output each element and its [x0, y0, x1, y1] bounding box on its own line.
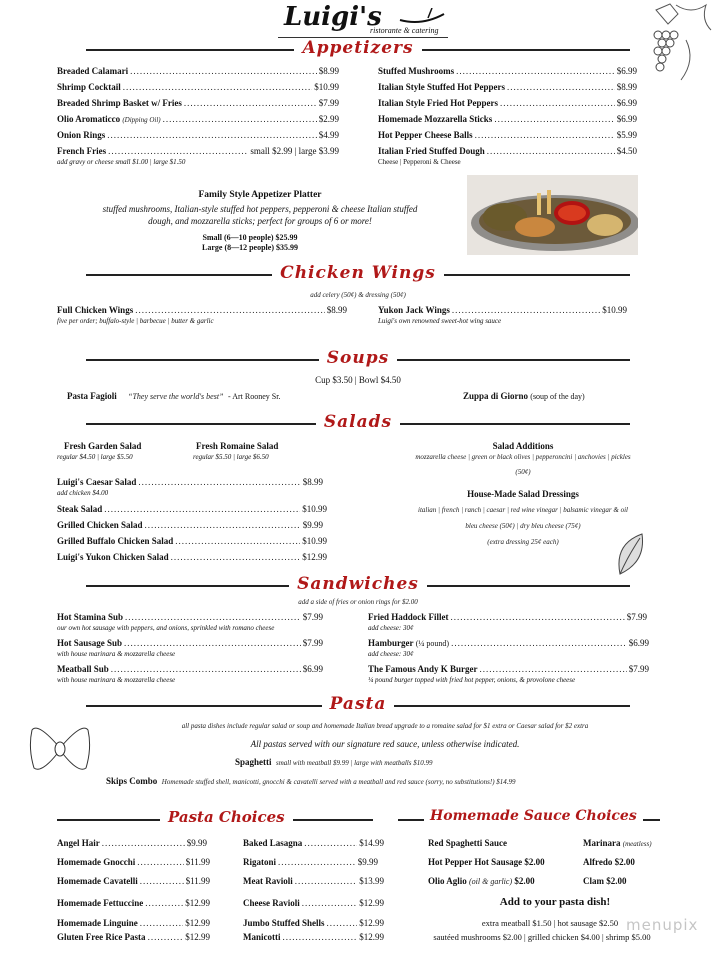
sauce-item: Marinara (meatless): [583, 838, 652, 848]
soups-heading: [0, 348, 716, 370]
menu-item: Italian Fried Stuffed Dough ..... $4.50: [378, 146, 637, 160]
menu-item: Grilled Chicken Salad ..... $9.99: [57, 520, 323, 534]
wings-note: add celery (50¢) & dressing (50¢): [310, 291, 406, 299]
pasta-note: All pastas served with our signature red sauce, unless otherwise indicated.: [250, 739, 520, 749]
menu-item: Jumbo Stuffed Shells ..... $12.99: [243, 918, 384, 932]
soup-fagioli: Pasta Fagioli “They serve the world's best” - Art Rooney Sr.: [67, 391, 281, 401]
item-subtext: with house marinara & mozzarella cheese: [57, 650, 176, 658]
menu-item: Italian Style Fried Hot Peppers ..... $6.99: [378, 98, 637, 112]
item-subtext: Luigi's own renowned sweet-hot wing sauce: [378, 317, 502, 325]
soups-title: Soups: [319, 348, 397, 368]
pasta-heading: [0, 694, 716, 716]
spaghetti-item: Spaghetti small with meatball $9.99 | large with meatballs $10.99: [235, 757, 433, 767]
item-subtext: our own hot sausage with peppers, and onions, sprinkled with romano cheese: [57, 624, 275, 632]
menu-item: Onion Rings ..... $4.99: [57, 130, 339, 144]
additions-list: mozzarella cheese | green or black olives | pepperoncini | anchovies | pickles: [415, 453, 631, 461]
menu-item: Hot Stamina Sub ..... $7.99: [57, 612, 323, 626]
logo-tagline: ristorante & catering: [370, 26, 439, 35]
logo: [278, 4, 448, 38]
salad-romaine: Fresh Romaine Salad: [196, 441, 279, 451]
dressings-list: bleu cheese (50¢) | dry bleu cheese (75¢): [465, 522, 581, 530]
salad-garden: Fresh Garden Salad: [64, 441, 142, 451]
platter-title: Family Style Appetizer Platter: [198, 190, 322, 200]
watermark: menupix: [626, 916, 699, 934]
sandwiches-heading: [0, 574, 716, 596]
menu-item: Gluten Free Rice Pasta ..... $12.99: [57, 932, 210, 946]
menu-item: Steak Salad ..... $10.99: [57, 504, 327, 518]
appetizers-title: Appetizers: [294, 38, 421, 58]
wings-title: Chicken Wings: [272, 263, 444, 283]
platter-desc: dough, and mozzarella sticks; perfect for groups of 6 or more!: [148, 216, 372, 226]
menu-item: Italian Style Stuffed Hot Peppers ..... $8.99: [378, 82, 637, 96]
menu-item: Baked Lasagna ..... $14.99: [243, 838, 384, 852]
sauce-item: Olio Aglio (oil & garlic) $2.00: [428, 876, 535, 886]
soup-zuppa: Zuppa di Giorno (soup of the day): [463, 391, 585, 401]
menu-item: Meat Ravioli ..... $13.99: [243, 876, 384, 890]
menu-item: Olio Aromaticco (Dipping Oil) ..... $2.99: [57, 114, 339, 128]
dressings-list: (extra dressing 25¢ each): [487, 538, 559, 546]
add-to-pasta-title: Add to your pasta dish!: [499, 896, 611, 908]
bowtie-pasta-icon: [28, 718, 92, 780]
item-subtext: add cheese: 30¢: [368, 624, 414, 632]
menu-item: Stuffed Mushrooms ..... $6.99: [378, 66, 637, 80]
sandwiches-title: Sandwiches: [289, 574, 427, 594]
sauce-item: Clam $2.00: [583, 876, 627, 886]
menu-item: Breaded Calamari ..... $8.99: [57, 66, 339, 80]
item-subtext: regular $4.50 | large $5.50: [57, 453, 133, 461]
menu-item: Breaded Shrimp Basket w/ Fries ..... $7.99: [57, 98, 339, 112]
menu-item: Homemade Cavatelli ..... $11.99: [57, 876, 210, 890]
menu-item: Cheese Ravioli ..... $12.99: [243, 898, 384, 912]
pasta-choices-title: Pasta Choices: [160, 808, 293, 826]
item-subtext: with house marinara & mozzarella cheese: [57, 676, 176, 684]
additions-title: Salad Additions: [492, 441, 554, 451]
add-to-pasta-list: extra meatball $1.50 | hot sausage $2.50: [481, 918, 619, 928]
platter-small: Small (6—10 people) $25.99: [202, 233, 298, 242]
menu-item: The Famous Andy K Burger ..... $7.99: [368, 664, 649, 678]
menu-item: Luigi's Caesar Salad ..... $8.99: [57, 477, 323, 491]
platter-large: Large (8—12 people) $35.99: [202, 243, 298, 252]
sauce-item: Red Spaghetti Sauce: [428, 838, 508, 848]
sandwiches-note: add a side of fries or onion rings for $2.00: [298, 598, 418, 606]
item-subtext: add chicken $4.00: [57, 489, 109, 497]
menu-item: Yukon Jack Wings ..... $10.99: [378, 305, 627, 319]
gondola-icon: [398, 8, 446, 24]
platter-photo: [467, 175, 638, 255]
menu-item: Fried Haddock Fillet ..... $7.99: [368, 612, 647, 626]
salads-heading: [0, 412, 716, 434]
sauce-choices-title: Homemade Sauce Choices: [424, 808, 643, 824]
menu-item: Hamburger (¼ pound) ..... $6.99: [368, 638, 649, 652]
wings-heading: [0, 263, 716, 285]
menu-item: Manicotti ..... $12.99: [243, 932, 384, 946]
skips-combo-item: Skips Combo Homemade stuffed shell, manicotti, gnocchi & cavatelli served with a meatball and red sauce (sorry, no substitutions!) $14.99: [106, 776, 516, 786]
item-subtext: add gravy or cheese small $1.00 | large $1.50: [57, 158, 186, 166]
soup-prices: Cup $3.50 | Bowl $4.50: [315, 375, 401, 385]
menu-item: Homemade Gnocchi ..... $11.99: [57, 857, 210, 871]
item-subtext: add cheese: 30¢: [368, 650, 414, 658]
menu-item: Homemade Linguine ..... $12.99: [57, 918, 210, 932]
sauce-item: Alfredo $2.00: [583, 857, 635, 867]
salads-title: Salads: [316, 412, 400, 432]
dressings-title: House-Made Salad Dressings: [467, 489, 579, 499]
menu-item: Full Chicken Wings ..... $8.99: [57, 305, 347, 319]
item-subtext: regular $5.50 | large $6.50: [193, 453, 269, 461]
sauce-item: Hot Pepper Hot Sausage $2.00: [428, 857, 545, 867]
logo-text: Luigi's: [284, 2, 382, 32]
menu-item: Hot Sausage Sub ..... $7.99: [57, 638, 323, 652]
pasta-note: all pasta dishes include regular salad or soup and homemade Italian bread upgrade to a romaine salad for $1 extra or Caesar salad for $2 extra: [181, 722, 589, 730]
leaf-icon: [612, 532, 648, 580]
add-to-pasta-list: sautéed mushrooms $2.00 | grilled chicken $4.00 | shrimp $5.00: [433, 932, 651, 942]
additions-price: (50¢): [515, 468, 531, 476]
appetizers-heading: [0, 38, 716, 60]
menu-item: French Fries ..... small $2.99 | large $3.99: [57, 146, 339, 160]
menu-item: Hot Pepper Cheese Balls ..... $5.99: [378, 130, 637, 144]
pasta-title: Pasta: [322, 694, 395, 714]
menu-item: Meatball Sub ..... $6.99: [57, 664, 323, 678]
menu-item: Angel Hair ..... $9.99: [57, 838, 207, 852]
item-subtext: ¼ pound burger topped with fried hot pepper, onions, & provolone cheese: [368, 676, 576, 684]
platter-desc: stuffed mushrooms, Italian-style stuffed hot peppers, pepperoni & cheese Italian stuffed: [102, 204, 418, 214]
item-subtext: five per order; buffalo-style | barbecue | butter & garlic: [57, 317, 214, 325]
dressings-list: italian | french | ranch | caesar | red wine vinegar | balsamic vinegar & oil: [418, 506, 628, 514]
menu-item: Rigatoni ..... $9.99: [243, 857, 378, 871]
menu-item: Homemade Mozzarella Sticks ..... $6.99: [378, 114, 637, 128]
menu-item: Shrimp Cocktail ..... $10.99: [57, 82, 339, 96]
item-subtext: Cheese | Pepperoni & Cheese: [378, 158, 461, 166]
menu-item: Homemade Fettuccine ..... $12.99: [57, 898, 210, 912]
menu-item: Luigi's Yukon Chicken Salad ..... $12.99: [57, 552, 327, 566]
menu-item: Grilled Buffalo Chicken Salad ..... $10.99: [57, 536, 327, 550]
